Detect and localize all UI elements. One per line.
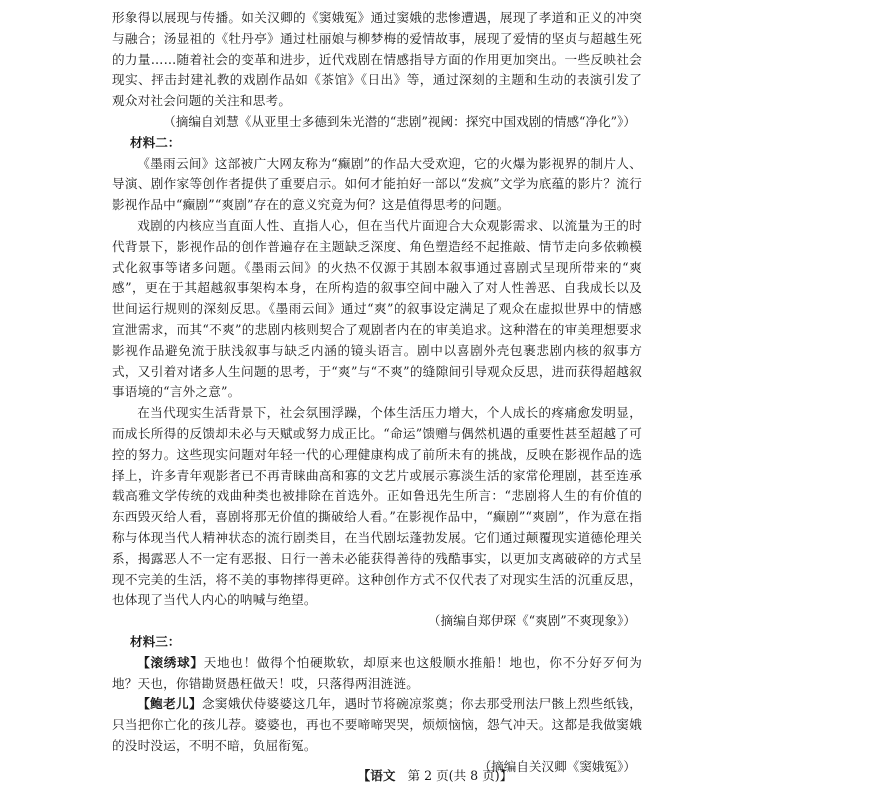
page-footer <box>0 765 870 784</box>
material3-lyric-1 <box>112 653 642 695</box>
lyric-tune-name: 【鲍老儿】 <box>137 696 202 712</box>
material2-paragraph-2: 戏剧的内核应当直面人性、直指人心，但在当代片面迎合大众观影需求、以流量为王的时代背景下，影视作品的创作普遍存在主题缺乏深度、角色塑造经不起推敲、情节走向多依赖模式化叙事等诸多问题。《墨雨云间》的火热不仅源于其剧本叙事通过喜剧式呈现所带来的“爽感”，更在于其超越叙事架构本身，在所构造的叙事空间中融入了对人性善恶、自我成长以及世间运行规则的深刻反思。《墨雨云间》通过“爽”的叙事设定满足了观众在虚拟世界中的情感宣泄需求，而其“不爽”的悲剧内核则契合了观剧者内在的审美追求。这种潜在的审美理想要求影视作品避免流于肤浅叙事与缺乏内涵的镜头语言。剧中以喜剧外壳包裹悲剧内核的叙事方式，又引着对诸多人生问题的思考，于“爽”与“不爽”的缝隙间引导观众反思，进而获得超越叙事语境的“言外之意”。 <box>112 217 642 400</box>
material3-lyric-2 <box>112 694 642 756</box>
lyric-text: 天地也！做得个怕硬欺软，却原来也这般顺水推船！地也，你不分好歹何为地？天也，你错勘贤愚枉做天！哎，只落得两泪涟涟。 <box>112 654 643 691</box>
footer-subject: 【语文 <box>357 768 396 783</box>
material3-heading: 材料三： <box>130 633 181 649</box>
material2-heading: 材料二： <box>130 134 181 150</box>
section1-paragraph: 形象得以展现与传播。如关汉卿的《窦娥冤》通过窦娥的悲惨遭遇，展现了孝道和正义的冲突与融合；汤显祖的《牡丹亭》通过杜丽娘与柳梦梅的爱情故事，展现了爱情的坚贞与超越生死的力量……随着社会的变革和进步，近代戏剧在情感指导方面的作用更加突出。一些反映社会现实、抨击封建礼教的戏剧作品如《茶馆》《日出》等，通过深刻的主题和生动的表演引发了观众对社会问题的关注和思考。 <box>112 10 642 109</box>
lyric-tune-name: 【滚绣球】 <box>137 654 204 670</box>
exam-page <box>112 8 642 777</box>
material3-source: （摘编自关汉卿《窦娥冤》） <box>478 758 636 774</box>
material2-paragraph-1: 《墨雨云间》这部被广大网友称为“癫剧”的作品大受欢迎，它的火爆为影视界的制片人、导演、剧作家等创作者提供了重要启示。如何才能拍好一部以“发疯”文学为底蕴的影片？流行影视作品中“癫剧”“爽剧”存在的意义究竟为何？这是值得思考的问题。 <box>112 155 642 213</box>
footer-page-number: 第 2 页(共 8 页)】 <box>407 768 513 783</box>
lyric-text: 念窦娥伏侍婆婆这几年，遇时节将碗凉浆奠；你去那受刑法尸骸上烈些纸钱，只当把你亡化的孩儿荐。婆婆也，再也不要啼啼哭哭，烦烦恼恼，怨气冲天。这都是我做窦娥的没时没运，不明不暗，负屈衔冤。 <box>112 696 642 753</box>
section1-source: （摘编自刘慧《从亚里士多德到朱光潜的“悲剧”视阈：探究中国戏剧的情感“净化”》） <box>163 113 636 129</box>
material2-source: （摘编自郑伊琛《“爽剧”不爽现象》） <box>427 613 636 629</box>
material2-paragraph-3: 在当代现实生活背景下，社会氛围浮躁，个体生活压力增大，个人成长的疼痛愈发明显，而成长所得的反馈却未必与天赋或努力成正比。“命运”馈赠与偶然机遇的重要性甚至超越了可控的努力。这些现实问题对年轻一代的心理健康构成了前所未有的挑战，反映在影视作品的选择上，许多青年观影者已不再青睐曲高和寡的文艺片或展示寡淡生活的家常伦理剧，甚至连承载高雅文学传统的戏曲种类也被排除在首选外。正如鲁迅先生所言：“悲剧将人生的有价值的东西毁灭给人看，喜剧将那无价值的撕破给人看。”在影视作品中，“癫剧”“爽剧”，作为意在指称与体现当代人精神状态的流行剧类目，在当代剧坛蓬勃发展。它们通过颠覆现实道德伦理关系，揭露恶人不一定有恶报、日行一善未必能获得善待的残酷事实，以更加支离破碎的方式呈现不完美的生活，将不美的事物摔得更碎。这种创作方式不仅代表了对现实生活的沉重反思，也体现了当代人内心的呐喊与绝望。 <box>112 405 642 608</box>
